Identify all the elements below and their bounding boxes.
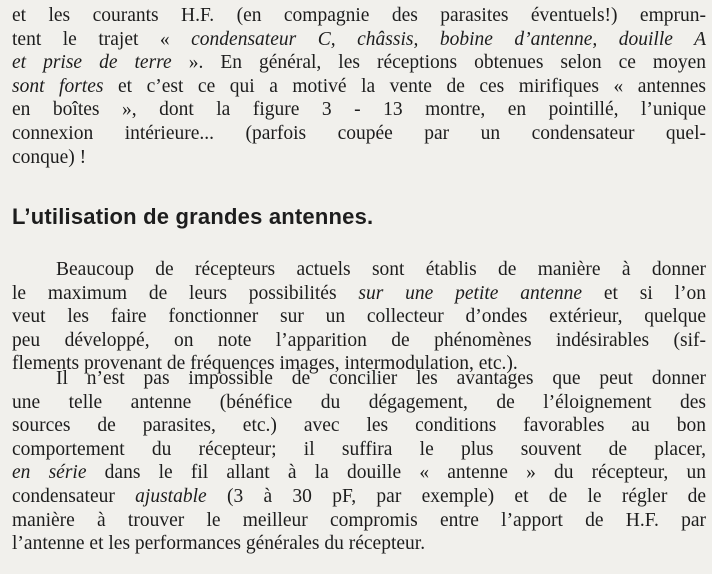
italic-run: sur une petite antenne <box>358 282 583 304</box>
text-run: une telle antenne (bénéfice du dégagement, de l’éloignement des <box>12 391 706 413</box>
text-run: et c’est ce qui a motivé la vente de ces mirifiques « antennes <box>103 75 706 97</box>
text-run: Il n’est pas impossible de concilier les avantages que peut donner <box>56 368 706 389</box>
italic-run: sont fortes <box>12 75 104 97</box>
text-run: peu développé, on note l’apparition de phénomènes indésirables (sif- <box>12 329 706 351</box>
italic-run: ajustable <box>135 485 207 507</box>
text-line <box>12 258 706 282</box>
paragraph-antenna-box <box>12 4 706 169</box>
text-run: et si l’on <box>582 282 707 304</box>
paragraph-series-capacitor <box>12 367 706 556</box>
text-run: sources de parasites, etc.) avec les conditions favorables au bon <box>12 415 706 437</box>
text-line <box>12 146 706 170</box>
text-line <box>12 367 706 391</box>
text-run: dans le fil allant à la douille « antenne » du récepteur, un <box>86 462 706 484</box>
text-line <box>12 305 706 329</box>
text-line <box>12 485 706 509</box>
text-run: et les courants H.F. (en compagnie des parasites éventuels!) emprun- <box>12 5 706 26</box>
text-run: le maximum de leurs possibilités <box>12 282 359 304</box>
text-run: (3 à 30 pF, par exemple) et de le régler de <box>206 485 707 507</box>
section-heading: L’utilisation de grandes antennes. <box>12 204 374 229</box>
text-run: manière à trouver le meilleur compromis entre l’apport de H.F. par <box>12 509 706 531</box>
text-run: l’antenne et les performances générales du récepteur. <box>12 533 426 555</box>
text-run: flements provenant de fréquences images, intermodulation, etc.). <box>12 353 518 375</box>
text-run: ». En général, les réceptions obtenues selon ce moyen <box>171 52 706 74</box>
text-run: condensateur <box>12 485 136 507</box>
text-line <box>12 28 706 52</box>
text-run: veut les faire fonctionner sur un collecteur d’ondes extérieur, quelque <box>12 306 706 328</box>
text-run: conque) ! <box>12 146 87 168</box>
italic-run: en série <box>12 462 87 484</box>
text-line <box>12 98 706 122</box>
text-line <box>12 532 706 556</box>
text-line <box>12 461 706 485</box>
italic-run: et prise de terre <box>12 52 172 74</box>
text-run: Beaucoup de récepteurs actuels sont établis de manière à donner <box>56 259 706 280</box>
text-line <box>12 391 706 415</box>
text-line <box>12 4 706 28</box>
text-line <box>12 51 706 75</box>
text-line <box>12 122 706 146</box>
text-line <box>12 509 706 533</box>
paragraph-receivers <box>12 258 706 376</box>
text-line <box>12 438 706 462</box>
italic-run: condensateur C, châssis, bobine d’antenne, douille A <box>191 28 706 50</box>
text-run: en boîtes », dont la figure 3 - 13 montre, en pointillé, l’unique <box>12 99 706 121</box>
text-run: comportement du récepteur; il suffira le plus souvent de placer, <box>12 438 706 460</box>
text-run: tent le trajet « <box>12 28 192 50</box>
text-line <box>12 282 706 306</box>
text-line <box>12 414 706 438</box>
text-run: connexion intérieure... (parfois coupée par un condensateur quel- <box>12 122 706 144</box>
text-line <box>12 75 706 99</box>
text-line <box>12 329 706 353</box>
